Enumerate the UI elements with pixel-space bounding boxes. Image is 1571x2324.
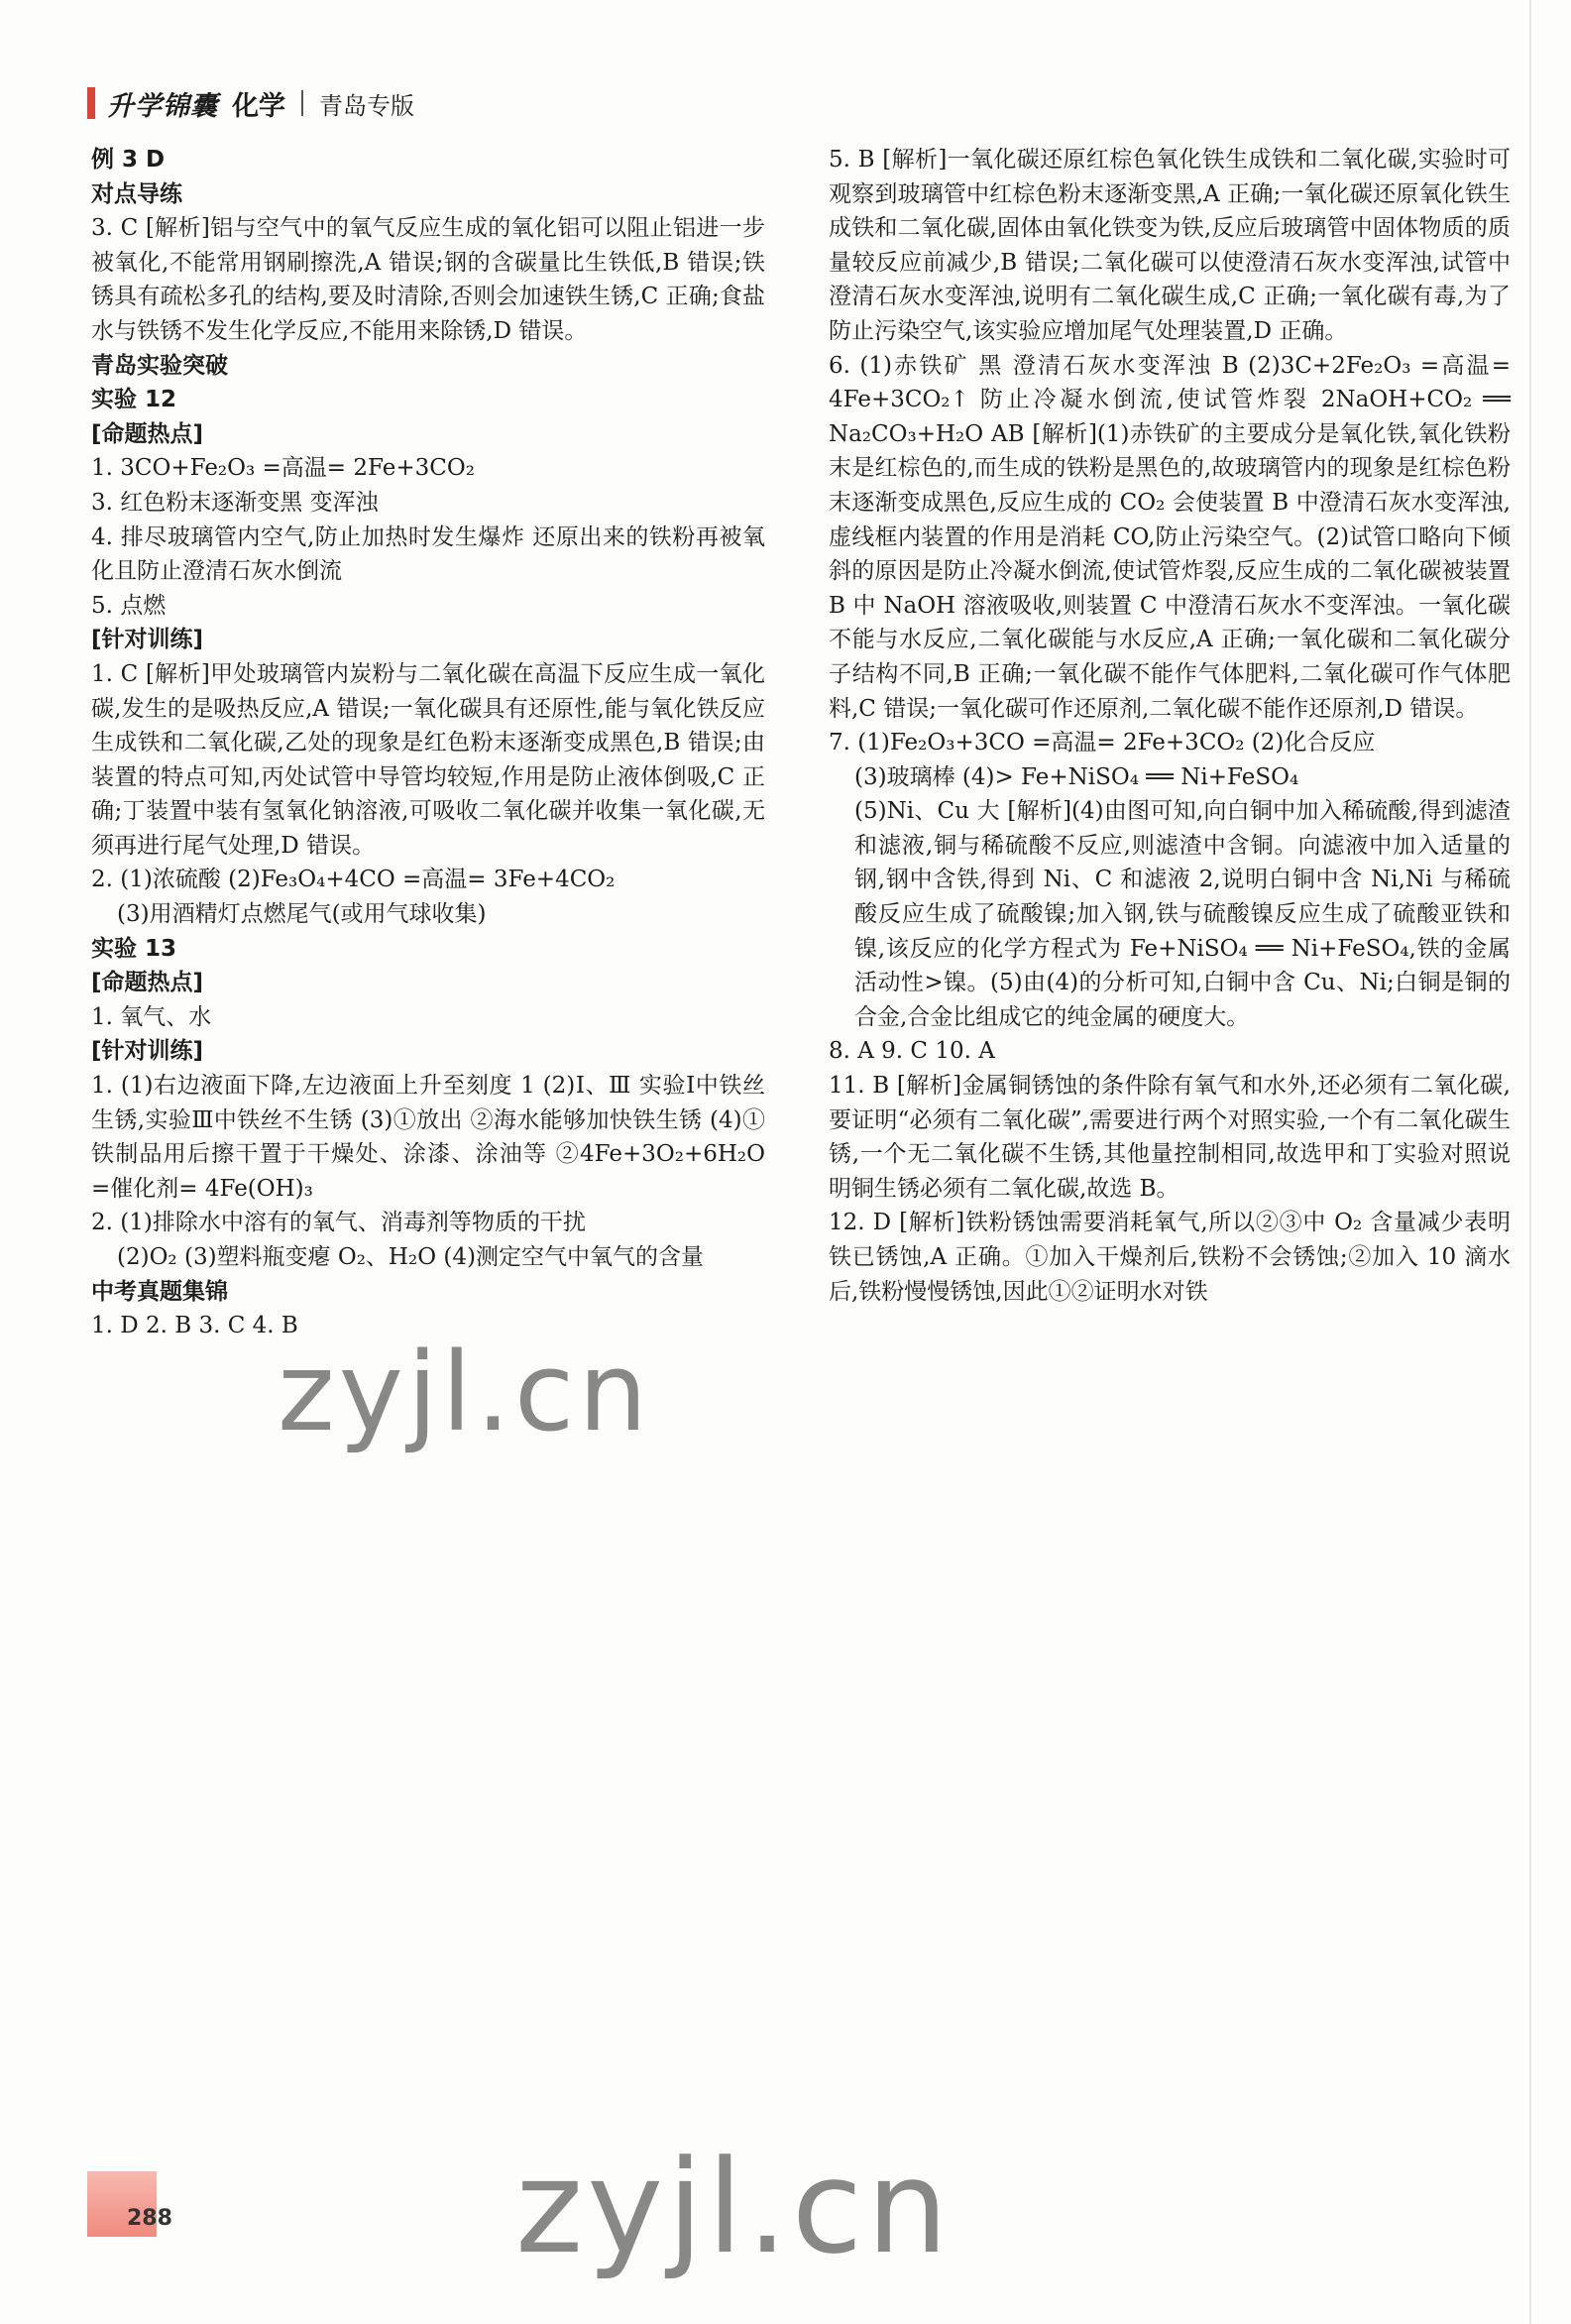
answer-paragraph: (5)Ni、Cu 大 [解析](4)由图可知,向白铜中加入稀硫酸,得到滤渣和滤液,铜与稀硫酸不反应,则滤渣中含铜。向滤液中加入适量的钢,钢中含铁,得到 Ni、C 和滤液 2,说明白铜中含 Ni,Ni 与稀硫酸反应生成了硫酸镍;加入钢,铁与硫酸镍反应生成了硫酸亚铁和镍,该反应的化学方程式为 Fe+NiSO₄ ══ Ni+FeSO₄,铁的金属活动性>镍。(5)由(4)的分析可知,白铜中含 Cu、Ni;白铜是铜的合金,合金比组成它的纯金属的硬度大。 xyxy=(854,798,1511,1030)
answer-paragraph: 2. (1)浓硫酸 (2)Fe₃O₄+4CO =高温= 3Fe+4CO₂ xyxy=(91,867,616,893)
answer-paragraph: 1. (1)右边液面下降,左边液面上升至刻度 1 (2)Ⅰ、Ⅲ 实验Ⅰ中铁丝生锈,实验Ⅲ中铁丝不生锈 (3)①放出 ②海水能够加快铁生锈 (4)①铁制品用后擦干置于干燥处、涂漆、涂油等 ②4Fe+3O₂+6H₂O =催化剂= 4Fe(OH)₃ xyxy=(91,1073,765,1202)
answer-paragraph: (3)用酒精灯点燃尾气(或用气球收集) xyxy=(117,901,487,928)
subject-title: 化学 xyxy=(232,90,285,122)
answer-paragraph: 4. 排尽玻璃管内空气,防止加热时发生爆炸 还原出来的铁粉再被氧化且防止澄清石灰水倒流 xyxy=(91,523,765,585)
watermark: zyjl.cn xyxy=(278,1329,652,1455)
answer-paragraph: 3. C [解析]铝与空气中的氧气反应生成的氧化铝可以阻止铝进一步被氧化,不能常用钢刷擦洗,A 错误;钢的含碳量比生铁低,B 错误;铁锈具有疏松多孔的结构,要及时清除,否则会加速铁生锈,C 正确;食盐水与铁锈不发生化学反应,不能用来除锈,D 错误。 xyxy=(91,215,765,344)
section-heading: [命题热点] xyxy=(91,420,204,447)
answer-paragraph: (3)玻璃棒 (4)> Fe+NiSO₄ ══ Ni+FeSO₄ xyxy=(854,763,1299,790)
answer-paragraph: 7. (1)Fe₂O₃+3CO =高温= 2Fe+3CO₂ (2)化合反应 xyxy=(829,730,1376,756)
watermark: zyjl.cn xyxy=(515,2132,953,2282)
answer-paragraph: 5. B [解析]一氧化碳还原红棕色氧化铁生成铁和二氧化碳,实验时可观察到玻璃管中红棕色粉末逐渐变黑,A 正确;一氧化碳还原氧化铁生成铁和二氧化碳,固体由氧化铁变为铁,反应后玻璃管中固体物质的质量较反应前减少,B 错误;二氧化碳可以使澄清石灰水变浑浊,试管中澄清石灰水变浑浊,说明有二氧化碳生成,C 正确;一氧化碳有毒,为了防止污染空气,该实验应增加尾气处理装置,D 正确。 xyxy=(829,147,1511,344)
page-edge xyxy=(1529,0,1531,2324)
answer-paragraph: 1. C [解析]甲处玻璃管内炭粉与二氧化碳在高温下反应生成一氧化碳,发生的是吸热反应,A 错误;一氧化碳具有还原性,能与氧化铁反应生成铁和二氧化碳,乙处的现象是红色粉末逐渐变成黑色,B 错误;由装置的特点可知,丙处试管中导管均较短,作用是防止液体倒吸,C 正确;丁装置中装有氢氧化钠溶液,可吸收二氧化碳并收集一氧化碳,无须再进行尾气处理,D 错误。 xyxy=(91,660,765,859)
answer-paragraph: (2)O₂ (3)塑料瓶变瘪 O₂、H₂O (4)测定空气中氧气的含量 xyxy=(117,1244,704,1270)
section-heading: 对点导练 xyxy=(91,180,182,207)
page-header xyxy=(87,83,414,123)
answer-paragraph: 1. 氧气、水 xyxy=(91,1003,212,1030)
header-divider xyxy=(301,90,303,116)
right-column xyxy=(829,143,1511,1309)
page-number: 288 xyxy=(127,2206,172,2231)
answer-paragraph: 8. A 9. C 10. A xyxy=(829,1038,995,1065)
section-heading: [针对训练] xyxy=(91,627,204,653)
section-heading: [命题热点] xyxy=(91,970,204,996)
header-accent-bar xyxy=(87,87,95,119)
page-number-badge xyxy=(87,2171,172,2237)
edition-label: 青岛专版 xyxy=(319,91,414,120)
answer-paragraph: 11. B [解析]金属铜锈蚀的条件除有氧气和水外,还必须有二氧化碳,要证明“必须有二氧化碳”,需要进行两个对照实验,一个有二氧化碳生锈,一个无二氧化碳不生锈,其他量控制相同,故选甲和丁实验对照说明铜生锈必须有二氧化碳,故选 B。 xyxy=(829,1073,1511,1202)
answer-paragraph: 1. 3CO+Fe₂O₃ =高温= 2Fe+3CO₂ xyxy=(91,455,475,482)
section-heading: [针对训练] xyxy=(91,1038,204,1065)
answer-paragraph: 2. (1)排除水中溶有的氧气、消毒剂等物质的干扰 xyxy=(91,1210,586,1236)
brand-title: 升学锦囊 xyxy=(107,90,218,122)
answer-paragraph: 3. 红色粉末逐渐变黑 变浑浊 xyxy=(91,489,379,516)
answer-paragraph: 12. D [解析]铁粉锈蚀需要消耗氧气,所以②③中 O₂ 含量减少表明铁已锈蚀,A 正确。①加入干燥剂后,铁粉不会锈蚀;②加入 10 滴水后,铁粉慢慢锈蚀,因此①②证明水对铁 xyxy=(829,1210,1511,1305)
section-heading: 实验 13 xyxy=(91,935,177,962)
section-heading: 青岛实验突破 xyxy=(91,352,228,379)
answer-paragraph: 5. 点燃 xyxy=(91,592,167,619)
section-heading: 例 3 D xyxy=(91,147,166,173)
answer-paragraph: 1. D 2. B 3. C 4. B xyxy=(91,1313,298,1339)
section-heading: 实验 12 xyxy=(91,387,177,413)
left-column xyxy=(91,143,765,1343)
section-heading: 中考真题集锦 xyxy=(91,1278,228,1305)
answer-paragraph: 6. (1)赤铁矿 黑 澄清石灰水变浑浊 B (2)3C+2Fe₂O₃ =高温= 4Fe+3CO₂↑ 防止冷凝水倒流,使试管炸裂 2NaOH+CO₂ ══ Na₂CO₃+H₂O AB [解析](1)赤铁矿的主要成分是氧化铁,氧化铁粉末是红棕色的,而生成的铁粉是黑色的,故玻璃管内的现象是红棕色粉末逐渐变成黑色,反应生成的 CO₂ 会使装置 B 中澄清石灰水变浑浊,虚线框内装置的作用是消耗 CO,防止污染空气。(2)试管口略向下倾斜的原因是防止冷凝水倒流,使试管炸裂,反应生成的二氧化碳被装置 B 中 NaOH 溶液吸收,则装置 C 中澄清石灰水不变浑浊。一氧化碳不能与水反应,二氧化碳能与水反应,A 正确;一氧化碳和二氧化碳分子结构不同,B 正确;一氧化碳不能作气体肥料,二氧化碳可作气体肥料,C 错误;一氧化碳可作还原剂,二氧化碳不能作还原剂,D 错误。 xyxy=(829,352,1511,722)
